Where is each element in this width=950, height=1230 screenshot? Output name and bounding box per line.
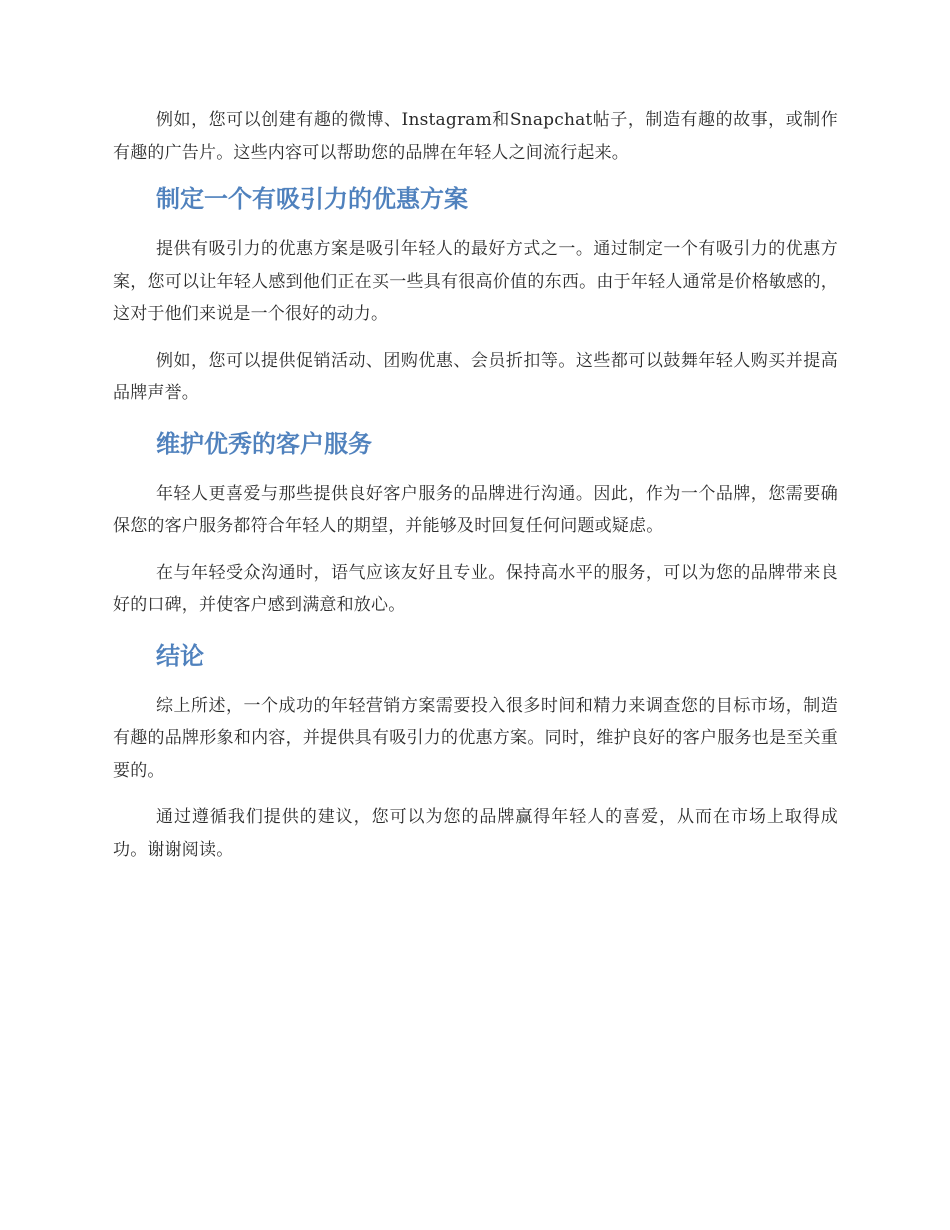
paragraph-social-media-example: 例如，您可以创建有趣的微博、Instagram和Snapchat帖子，制造有趣的故事，或制作有趣的广告片。这些内容可以帮助您的品牌在年轻人之间流行起来。 xyxy=(113,110,838,163)
paragraph-conclusion-thanks: 通过遵循我们提供的建议，您可以为您的品牌赢得年轻人的喜爱，从而在市场上取得成功。谢谢阅读。 xyxy=(113,807,838,860)
heading-conclusion: 结论 xyxy=(156,641,204,670)
heading-customer-service: 维护优秀的客户服务 xyxy=(156,429,372,458)
paragraph-offer-intro: 提供有吸引力的优惠方案是吸引年轻人的最好方式之一。通过制定一个有吸引力的优惠方案，您可以让年轻人感到他们正在买一些具有很高价值的东西。由于年轻人通常是价格敏感的，这对于他们来说是一个很好的动力。 xyxy=(113,239,838,324)
paragraph-service-intro: 年轻人更喜爱与那些提供良好客户服务的品牌进行沟通。因此，作为一个品牌，您需要确保您的客户服务都符合年轻人的期望，并能够及时回复任何问题或疑虑。 xyxy=(113,483,838,536)
heading-offer-plan: 制定一个有吸引力的优惠方案 xyxy=(156,185,468,213)
paragraph-offer-example: 例如，您可以提供促销活动、团购优惠、会员折扣等。这些都可以鼓舞年轻人购买并提高品牌声誉。 xyxy=(113,350,838,403)
document-page xyxy=(113,104,838,880)
paragraph-service-tone: 在与年轻受众沟通时，语气应该友好且专业。保持高水平的服务，可以为您的品牌带来良好的口碑，并使客户感到满意和放心。 xyxy=(113,562,838,615)
paragraph-conclusion-summary: 综上所述，一个成功的年轻营销方案需要投入很多时间和精力来调查您的目标市场，制造有趣的品牌形象和内容，并提供具有吸引力的优惠方案。同时，维护良好的客户服务也是至关重要的。 xyxy=(113,695,838,781)
